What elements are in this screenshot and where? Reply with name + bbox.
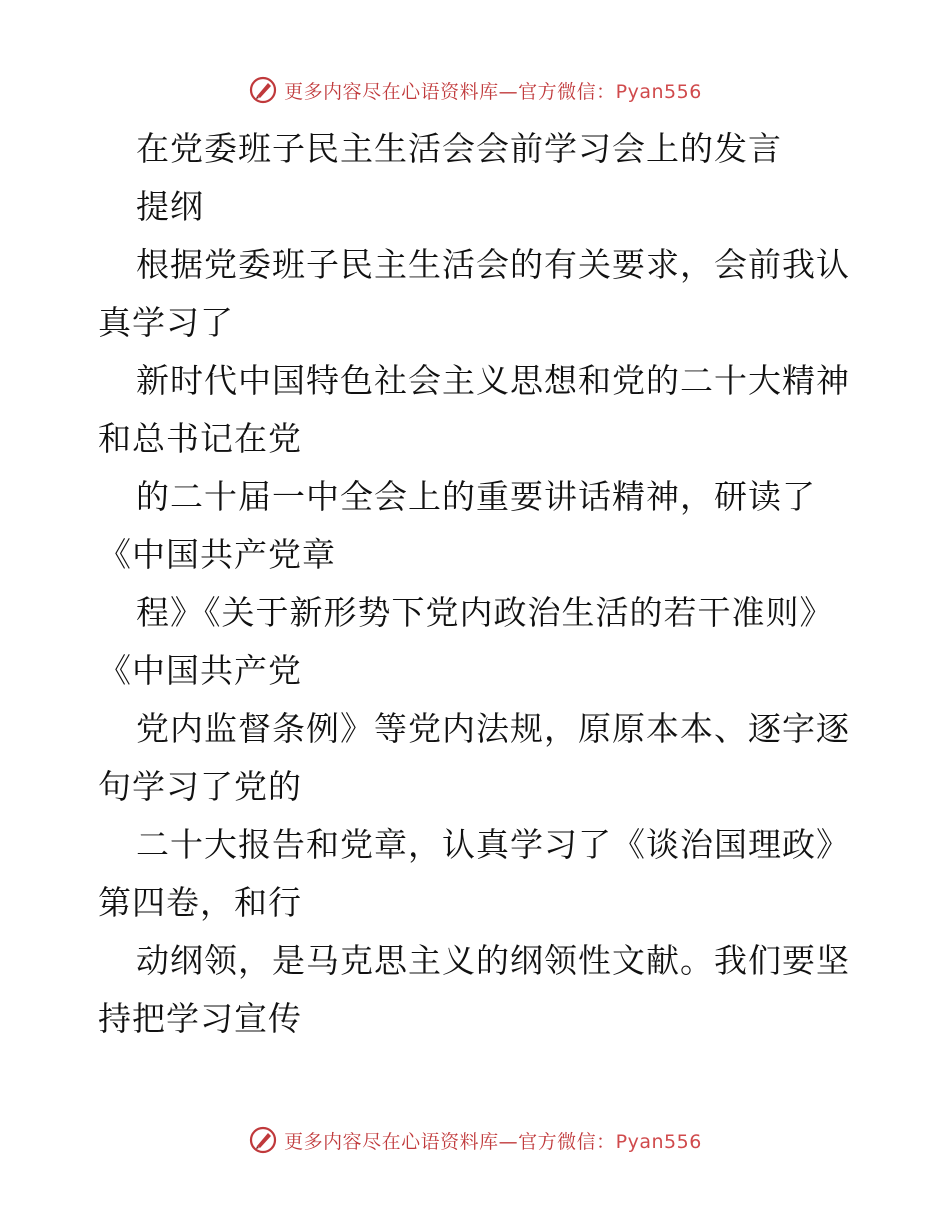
doc-line: 新时代中国特色社会主义思想和党的二十大精神: [136, 361, 850, 400]
doc-line: 第四卷，和行: [98, 883, 302, 922]
watermark-text: [284, 1127, 702, 1154]
doc-line: 《中国共产党: [98, 651, 302, 690]
watermark-handle: Pyan556: [615, 80, 702, 103]
doc-line: 的二十届一中全会上的重要讲话精神，研读了: [136, 477, 816, 516]
doc-line: 动纲领，是马克思主义的纲领性文献。我们要坚: [136, 941, 850, 980]
doc-line: 根据党委班子民主生活会的有关要求，会前我认: [136, 245, 850, 284]
doc-line: 提纲: [136, 187, 204, 226]
pen-logo-icon: [248, 1125, 278, 1155]
header-watermark: [0, 70, 950, 110]
doc-line: 句学习了党的: [98, 767, 302, 806]
watermark-label: 更多内容尽在心语资料库—官方微信：: [284, 80, 616, 103]
doc-line: 《中国共产党章: [98, 535, 336, 574]
doc-line: 和总书记在党: [98, 419, 302, 458]
doc-line: 在党委班子民主生活会会前学习会上的发言: [136, 129, 782, 168]
doc-line: 二十大报告和党章，认真学习了《谈治国理政》: [136, 825, 850, 864]
footer-watermark: [0, 1120, 950, 1160]
pen-logo-icon: [248, 75, 278, 105]
doc-line: 真学习了: [98, 303, 234, 342]
doc-line: 持把学习宣传: [98, 999, 302, 1038]
watermark-label: 更多内容尽在心语资料库—官方微信：: [284, 1130, 616, 1153]
document-body: [98, 120, 858, 1048]
watermark-text: [284, 77, 702, 104]
doc-line: 党内监督条例》等党内法规，原原本本、逐字逐: [136, 709, 850, 748]
doc-line: 程》《关于新形势下党内政治生活的若干准则》: [136, 593, 834, 632]
watermark-handle: Pyan556: [615, 1130, 702, 1153]
